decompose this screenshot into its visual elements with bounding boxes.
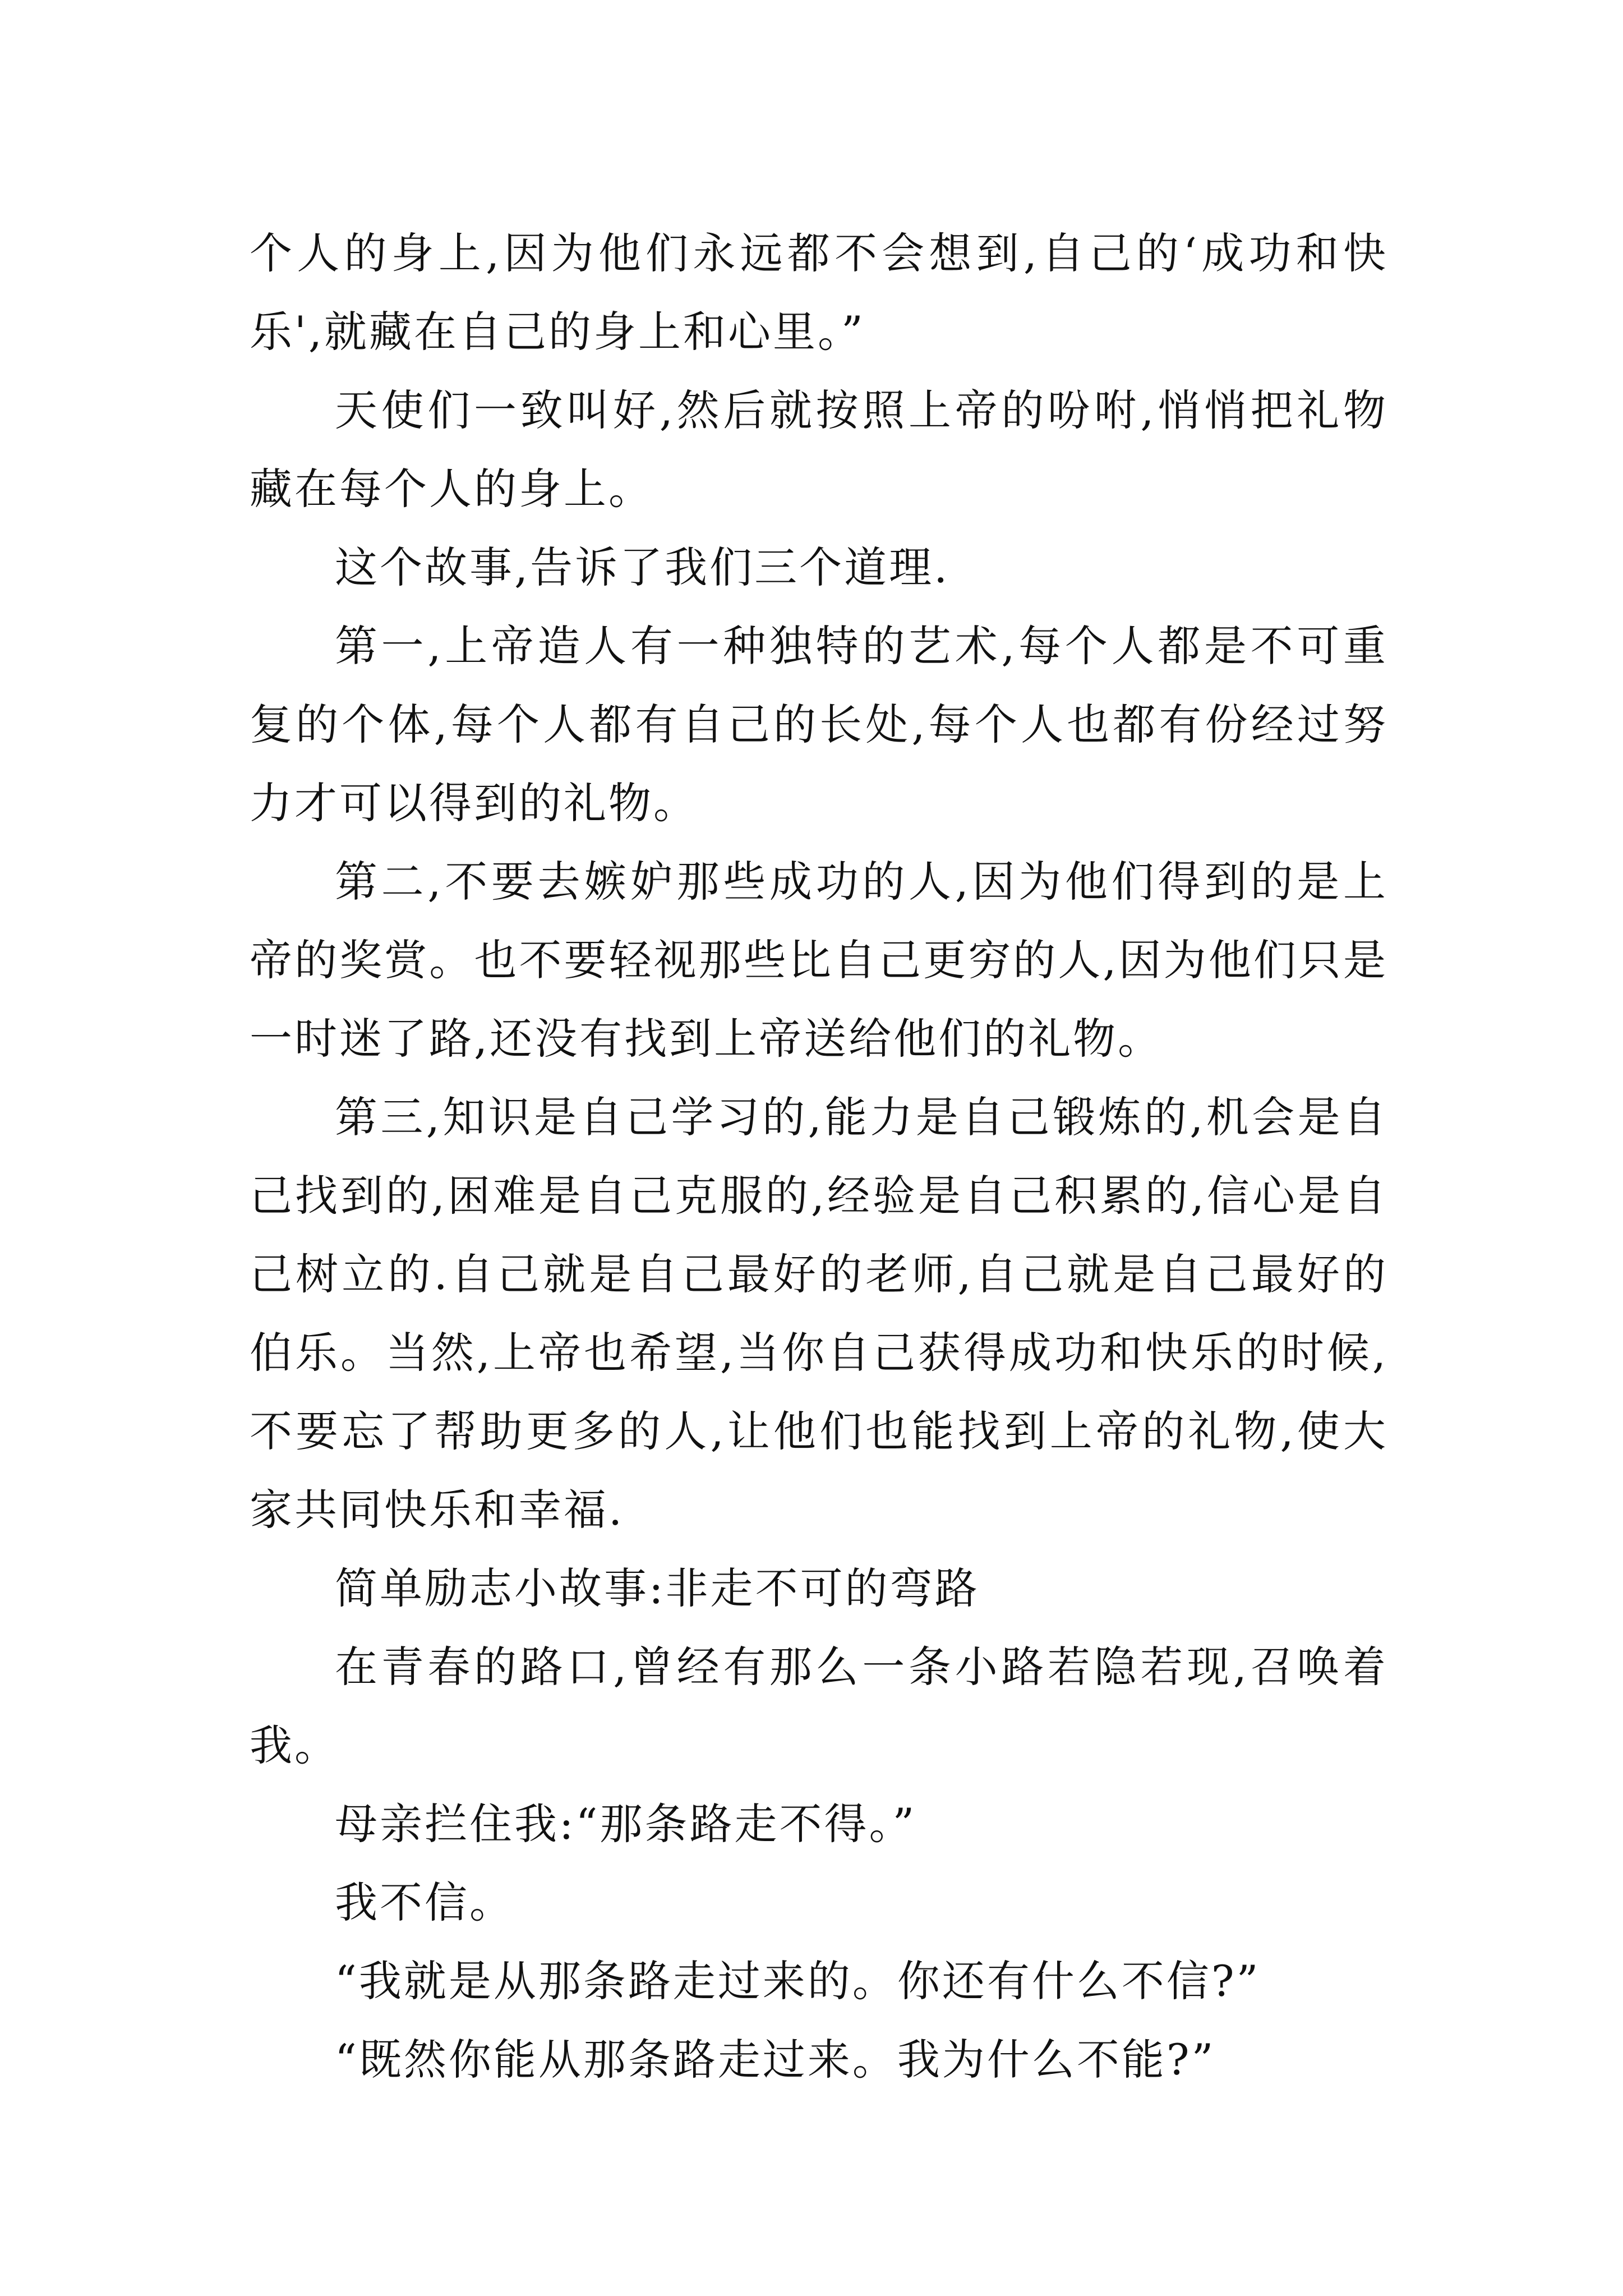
paragraph-continuation: 个人的身上,因为他们永远都不会想到,自己的‘成功和快乐',就藏在自己的身上和心里。” [250, 228, 1388, 357]
paragraph: 第二,不要去嫉妒那些成功的人,因为他们得到的是上帝的奖赏。也不要轻视那些比自己更穷的人,因为他们只是一时迷了路,还没有找到上帝送给他们的礼物。 [250, 857, 1388, 1064]
paragraph: 天使们一致叫好,然后就按照上帝的吩咐,悄悄把礼物藏在每个人的身上。 [250, 385, 1388, 514]
paragraph: 第三,知识是自己学习的,能力是自己锻炼的,机会是自己找到的,困难是自己克服的,经验是自己积累的,信心是自己树立的.自己就是自己最好的老师,自己就是自己最好的伯乐。当然,上帝也希望,当你自己获得成功和快乐的时候,不要忘了帮助更多的人,让他们也能找到上帝的礼物,使大家共同快乐和幸福. [250, 1092, 1388, 1535]
paragraph: “既然你能从那条路走过来。我为什么不能?” [335, 2035, 1216, 2085]
paragraph: “我就是从那条路走过来的。你还有什么不信?” [335, 1956, 1261, 2006]
paragraph: 第一,上帝造人有一种独特的艺术,每个人都是不可重复的个体,每个人都有自己的长处,每个人也都有份经过努力才可以得到的礼物。 [250, 621, 1388, 828]
paragraph: 母亲拦住我:“那条路走不得。” [335, 1799, 917, 1849]
body-text [250, 214, 1388, 2099]
paragraph: 这个故事,告诉了我们三个道理. [335, 542, 950, 592]
story-heading: 简单励志小故事:非走不可的弯路 [335, 1563, 980, 1613]
paragraph: 我不信。 [335, 1878, 514, 1927]
paragraph: 在青春的路口,曾经有那么一条小路若隐若现,召唤着我。 [250, 1642, 1388, 1770]
